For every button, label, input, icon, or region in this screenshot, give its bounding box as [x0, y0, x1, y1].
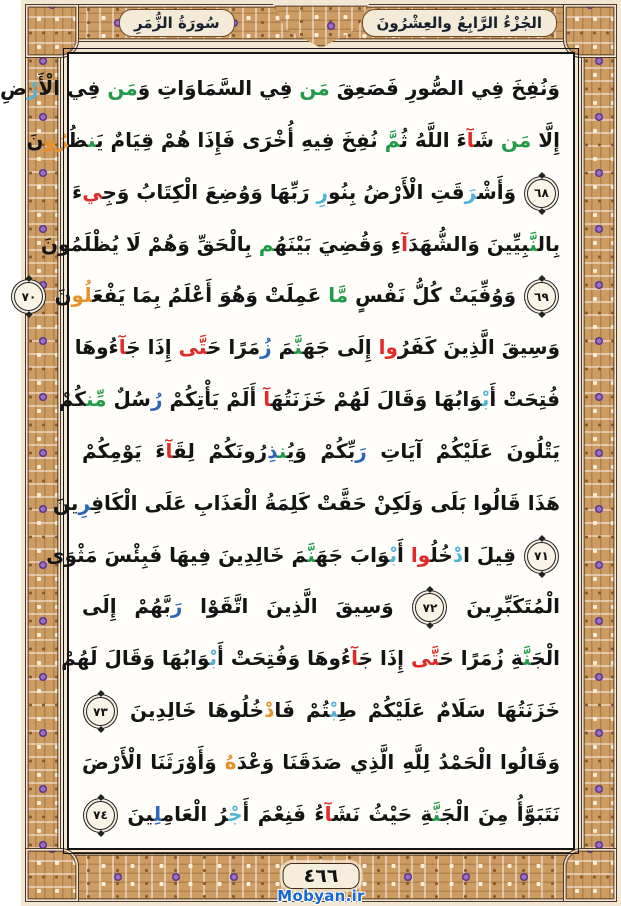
text-segment: ءِ وَقُضِيَ بَيْنَهُ	[274, 231, 402, 256]
surah-title: سُورَةُ الزُّمَرِ	[134, 14, 220, 32]
text-segment: إِلَّا	[531, 127, 560, 152]
text-segment: فِي السَّمَاوَاتِ وَ	[137, 76, 293, 100]
text-segment: دْ	[452, 542, 464, 567]
quran-line	[52, 478, 560, 528]
text-segment: آ	[263, 387, 271, 412]
quran-line	[21, 270, 560, 320]
text-segment: بْ	[481, 387, 490, 412]
quran-line	[61, 633, 560, 683]
text-segment: بَّهُمْ إِلَى	[82, 594, 171, 619]
verse-number-marker: ٧١	[527, 542, 556, 571]
text-segment: وَسِيقَ الَّذِينَ اتَّقَوْا	[182, 594, 412, 619]
text-segment: رَبِّهَا وَوُضِعَ الْكِتَابُ وَجِ	[102, 179, 317, 204]
text-segment: مَّ	[384, 127, 401, 152]
text-segment: ءَ	[72, 179, 83, 204]
quran-line	[40, 219, 560, 269]
text-segment: بْ	[389, 542, 398, 567]
text-segment: زُ	[260, 335, 272, 360]
text-segment: ن	[278, 438, 287, 463]
text-segment: بِال	[537, 231, 560, 256]
text-segment: رَ	[464, 179, 478, 204]
text-segment: لِ	[153, 801, 162, 826]
text-segment: نَّ	[432, 801, 441, 826]
corner-ornament-bottom-left	[25, 848, 79, 902]
text-segment: ءَ يَوْمِكُمْ	[82, 438, 166, 463]
quran-line	[72, 167, 560, 217]
text-segment: مَ خَالِدِينَ فِيهَا فَبِئْسَ مَثْوَى	[46, 542, 308, 567]
verse-number-marker: ٧٠	[14, 282, 43, 311]
text-segment: مَّا	[328, 283, 349, 308]
corner-ornament-bottom-right	[563, 848, 617, 902]
text-segment: وَأَشْ	[477, 179, 523, 204]
text-segment: وَأَوْرَثَنَا الْأَرْضَ	[82, 749, 225, 774]
text-segment: نَ	[26, 127, 44, 152]
quran-line	[82, 426, 560, 476]
quran-line	[82, 581, 560, 631]
quran-line	[74, 322, 560, 372]
text-segment: خُلُوهَا خَالِدِينَ	[119, 698, 265, 723]
text-segment: آ	[118, 335, 127, 360]
text-segment: تَّى	[410, 646, 440, 671]
text-segment: الْمُتَكَبِّرِينَ	[448, 594, 560, 619]
text-segment: نُفِخَ فِيهِ أُخْرَى فَإِذَا هُمْ قِيَامٌ يَ	[96, 127, 385, 152]
text-segment: آ	[401, 231, 408, 256]
text-segment: ينَ	[119, 801, 154, 826]
text-segment: وَابُهَا وَقَالَ لَهُمْ خَزَنَتُهَ	[270, 387, 482, 412]
text-segment: وَسِيقَ الَّذِينَ كَفَرُ	[397, 335, 560, 360]
text-segment: ءُوهَا	[74, 335, 119, 360]
text-segment: ةِ حَيْثُ نَشَ	[332, 801, 433, 826]
text-segment: بِالْحَقِّ وَهُمْ لَا يُظْلَمُونَ	[40, 231, 259, 256]
text-segment: نَّ	[294, 335, 303, 360]
text-segment: ءُوهَا وَفُتِحَتْ أَ	[217, 646, 352, 671]
text-segment: آ	[324, 801, 333, 826]
text-segment: سُلٌ	[106, 387, 151, 412]
text-segment: مَن	[292, 76, 330, 100]
text-segment: بْ	[329, 698, 338, 723]
text-segment: فُتِحَتْ أَ	[489, 387, 560, 412]
text-segment: تَّى	[178, 335, 208, 360]
text-segment: ةِ زُمَرًا حَ	[439, 646, 524, 671]
text-segment: ءَ اللَّهُ ثُ	[400, 127, 467, 152]
text-segment: ظُ	[68, 127, 88, 152]
quran-line	[0, 63, 560, 113]
text-segment: ءُ فَنِعْمَ أَ	[242, 801, 325, 826]
ornamental-border-right	[581, 4, 617, 902]
text-segment: مَ	[271, 335, 295, 360]
text-segment: مَرًا حَ	[207, 335, 261, 360]
text-segment: نَ	[47, 283, 72, 308]
text-segment: رِ	[316, 179, 329, 204]
quran-line	[82, 789, 560, 839]
text-segment: تُمْ فَا	[274, 698, 330, 723]
text-segment: بِّكُمْ وَيُ	[286, 438, 356, 463]
text-segment: هُ	[224, 749, 237, 774]
text-segment: يَتْلُونَ عَلَيْكُمْ آيَاتِ	[366, 438, 560, 463]
quran-line	[82, 737, 560, 787]
text-segment: نَّ	[523, 646, 532, 671]
text-segment: رُ الْعَامِ	[161, 801, 229, 826]
text-segment: آ	[466, 127, 475, 152]
quran-text-box	[0, 52, 575, 850]
text-segment: كُمْ	[58, 387, 86, 412]
text-segment: خُلُ	[430, 542, 453, 567]
verse-number-marker: ٧٤	[86, 801, 115, 830]
text-segment: نَّ	[307, 542, 316, 567]
text-segment: ضِ	[0, 76, 27, 100]
text-segment: وَقَالُوا الْحَمْدُ لِلَّهِ الَّذِي صَدَقَنَا وَعْدَ	[236, 749, 560, 774]
surah-title-cartouche	[119, 9, 235, 37]
text-segment: أَلَمْ يَأْتِكُمْ	[162, 387, 264, 412]
corner-ornament-top-right	[563, 4, 617, 58]
text-segment: دْ	[264, 698, 275, 723]
text-segment: فِي الْأَ	[38, 76, 101, 100]
text-segment: ي	[82, 179, 103, 204]
text-segment: وَنُفِخَ فِي الصُّورِ فَصَعِقَ	[329, 76, 560, 100]
quran-line	[82, 685, 560, 735]
text-segment: قَتِ الْأَرْضُ بِنُو	[328, 179, 465, 204]
text-segment: آ	[165, 438, 173, 463]
text-segment: رْ	[26, 76, 39, 100]
verse-number-marker: ٧٣	[86, 697, 115, 726]
text-segment: أَ	[397, 542, 411, 567]
text-segment: جْ	[228, 801, 243, 826]
text-segment: بِيِّينَ وَالشُّهَدَ	[407, 231, 530, 256]
juz-title: الجُزْءُ الرَّابِعُ والعِشْرُونَ	[376, 14, 542, 32]
text-segment: نَّ	[529, 231, 538, 256]
text-segment: إِذَا جَ	[358, 646, 411, 671]
text-segment: مَن	[100, 76, 138, 100]
watermark: Mobyan.ir	[277, 887, 365, 905]
text-segment: رَ	[355, 438, 367, 463]
text-segment: رَ	[170, 594, 183, 619]
text-segment: شَ	[474, 127, 494, 152]
verse-number-marker: ٦٩	[527, 282, 556, 311]
text-segment: م	[258, 231, 275, 256]
text-segment: هَذَا قَالُوا بَلَى وَلَكِنْ حَقَّتْ كَلِمَةُ الْعَذَابِ عَلَى الْكَافِ	[90, 490, 560, 515]
page-number: ٤٦٦	[303, 865, 339, 887]
text-segment: وَابَ جَهَ	[315, 542, 390, 567]
text-segment: آ	[351, 646, 359, 671]
text-segment: رُو	[43, 127, 69, 152]
text-segment: إِلَى جَهَ	[302, 335, 379, 360]
text-segment: مَن	[493, 127, 532, 152]
quran-line	[26, 115, 560, 165]
text-segment: قِيلَ ا	[463, 542, 523, 567]
verse-number-marker: ٦٨	[527, 179, 556, 208]
page-number-cartouche	[283, 863, 360, 889]
text-segment: خَزَنَتُهَا سَلَامٌ عَلَيْكُمْ طِ	[338, 698, 560, 723]
corner-ornament-top-left	[25, 4, 79, 58]
text-segment: وَابُهَا وَقَالَ لَهُمْ	[61, 646, 210, 671]
text-segment: رِ	[78, 490, 91, 515]
quran-line	[46, 530, 560, 580]
juz-title-cartouche	[362, 9, 557, 37]
text-segment: ن	[87, 127, 97, 152]
quran-line	[58, 374, 560, 424]
text-segment: إِذَا جَ	[126, 335, 179, 360]
text-segment: مِّن	[85, 387, 107, 412]
text-segment: نَتَبَوَّأُ مِنَ الْجَ	[440, 801, 560, 826]
text-segment: وا	[378, 335, 398, 360]
text-segment: رُونَكُمْ لِقَ	[173, 438, 268, 463]
text-segment: بْ	[209, 646, 218, 671]
text-segment: رُ	[150, 387, 163, 412]
text-segment: وَوُفِّيَتْ كُلُّ نَفْسٍ	[348, 283, 523, 308]
text-segment: ينَ	[52, 490, 79, 515]
text-segment: وا	[410, 542, 431, 567]
text-segment: الْجَ	[531, 646, 560, 671]
text-segment: عَمِلَتْ وَهُوَ أَعْلَمُ بِمَا يَفْعَ	[92, 283, 329, 308]
text-segment: لُو	[71, 283, 93, 308]
verse-number-marker: ٧٢	[415, 593, 444, 622]
text-segment: ذِ	[267, 438, 279, 463]
